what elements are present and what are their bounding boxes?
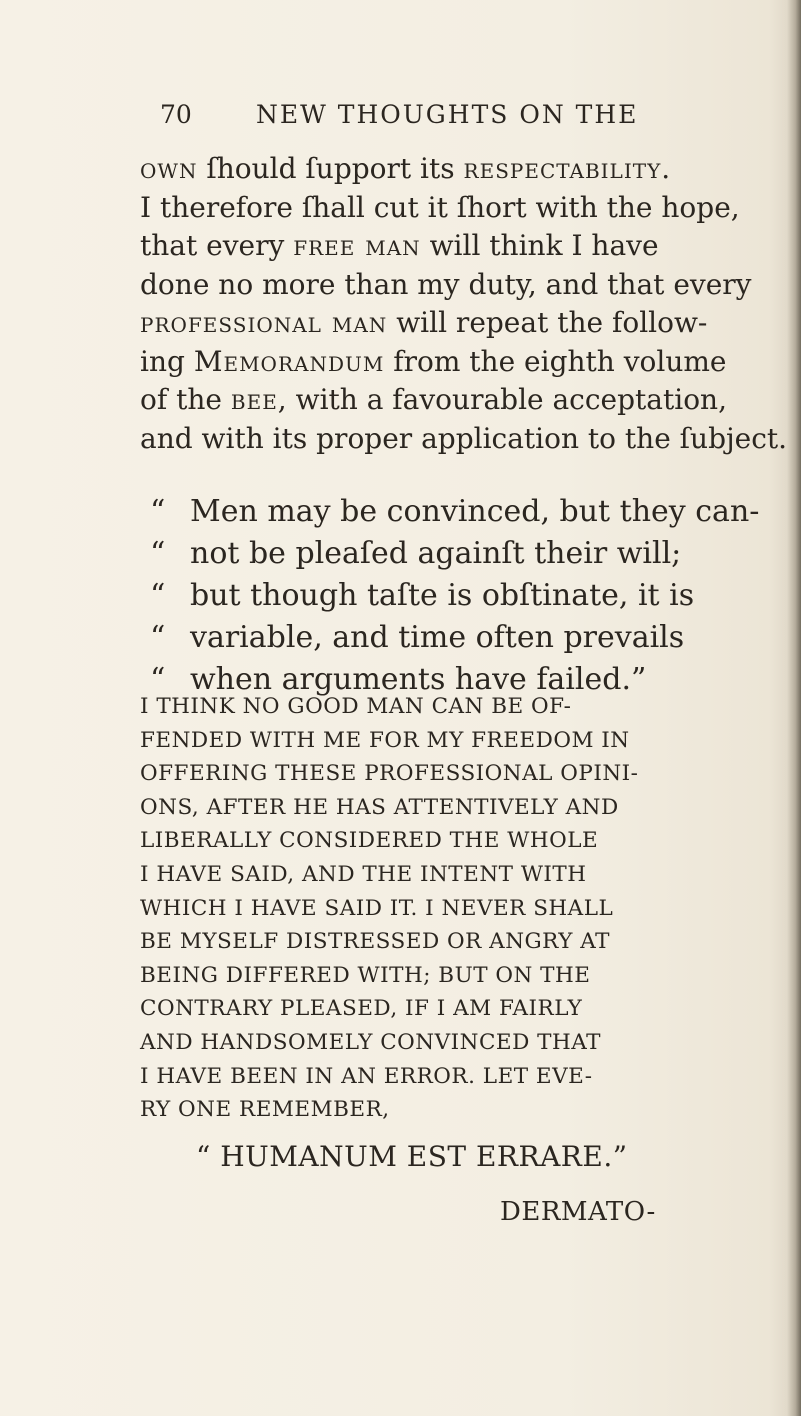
running-head: NEW THOUGHTS ON THE bbox=[256, 100, 639, 129]
caps-line: OFFERING THESE PROFESSIONAL OPINI- bbox=[140, 761, 639, 787]
text-line: own ſhould ſupport its respectability. bbox=[140, 152, 671, 185]
text-line: professional man will repeat the follow- bbox=[140, 306, 708, 339]
caps-line: I HAVE SAID, AND THE INTENT WITH bbox=[140, 861, 587, 887]
quote-mark: “ bbox=[150, 578, 166, 613]
caps-line: AND HANDSOMELY CONVINCED THAT bbox=[140, 1029, 601, 1055]
quote-line: “ not be pleaſed againſt their will; bbox=[150, 533, 690, 575]
catchword: DERMATO- bbox=[500, 1197, 656, 1227]
caps-line: LIBERALLY CONSIDERED THE WHOLE bbox=[140, 828, 599, 854]
caps-line: I HAVE BEEN IN AN ERROR. LET EVE- bbox=[140, 1063, 593, 1089]
quote-line: “ Men may be convinced, but they can- bbox=[150, 491, 690, 533]
page-header bbox=[160, 100, 680, 140]
quote-mark: “ bbox=[150, 662, 166, 697]
caps-line: BEING DIFFERED WITH; BUT ON THE bbox=[140, 962, 591, 988]
text-line: that every free man will think I have bbox=[140, 229, 659, 262]
caps-line: BE MYSELF DISTRESSED OR ANGRY AT bbox=[140, 929, 610, 955]
quote-mark: “ bbox=[150, 536, 166, 571]
caps-line: I THINK NO GOOD MAN CAN BE OF- bbox=[140, 694, 572, 719]
caps-line: CONTRARY PLEASED, IF I AM FAIRLY bbox=[140, 996, 583, 1022]
text-line: ing Memorandum from the eighth volume bbox=[140, 344, 727, 378]
block-quote bbox=[150, 491, 760, 701]
text-line: of the bee, with a favourable acceptation, bbox=[140, 383, 727, 416]
latin-quote: “ HUMANUM EST ERRARE.” bbox=[196, 1140, 628, 1173]
quote-line: “ variable, and time often prevails bbox=[150, 617, 690, 659]
quote-mark: “ bbox=[150, 620, 166, 655]
text-line: I therefore ſhall cut it ſhort with the hope, bbox=[140, 190, 740, 224]
page-edge-shadow bbox=[787, 0, 801, 1416]
body-paragraph bbox=[140, 150, 788, 458]
quote-line: “ when arguments have failed.” bbox=[150, 659, 690, 701]
text-line: and with its proper application to the ſubject. bbox=[140, 421, 788, 455]
caps-line: FENDED WITH ME FOR MY FREEDOM IN bbox=[140, 727, 630, 753]
caps-paragraph bbox=[140, 690, 700, 1127]
page-number: 70 bbox=[160, 100, 192, 129]
quote-mark: “ bbox=[150, 494, 166, 529]
caps-line: ONS, AFTER HE HAS ATTENTIVELY AND bbox=[140, 794, 619, 820]
quote-line: “ but though taſte is obſtinate, it is bbox=[150, 575, 690, 617]
caps-line: WHICH I HAVE SAID IT. I NEVER SHALL bbox=[140, 895, 614, 921]
text-line: done no more than my duty, and that every bbox=[140, 267, 752, 301]
caps-line: RY ONE REMEMBER, bbox=[140, 1097, 390, 1123]
